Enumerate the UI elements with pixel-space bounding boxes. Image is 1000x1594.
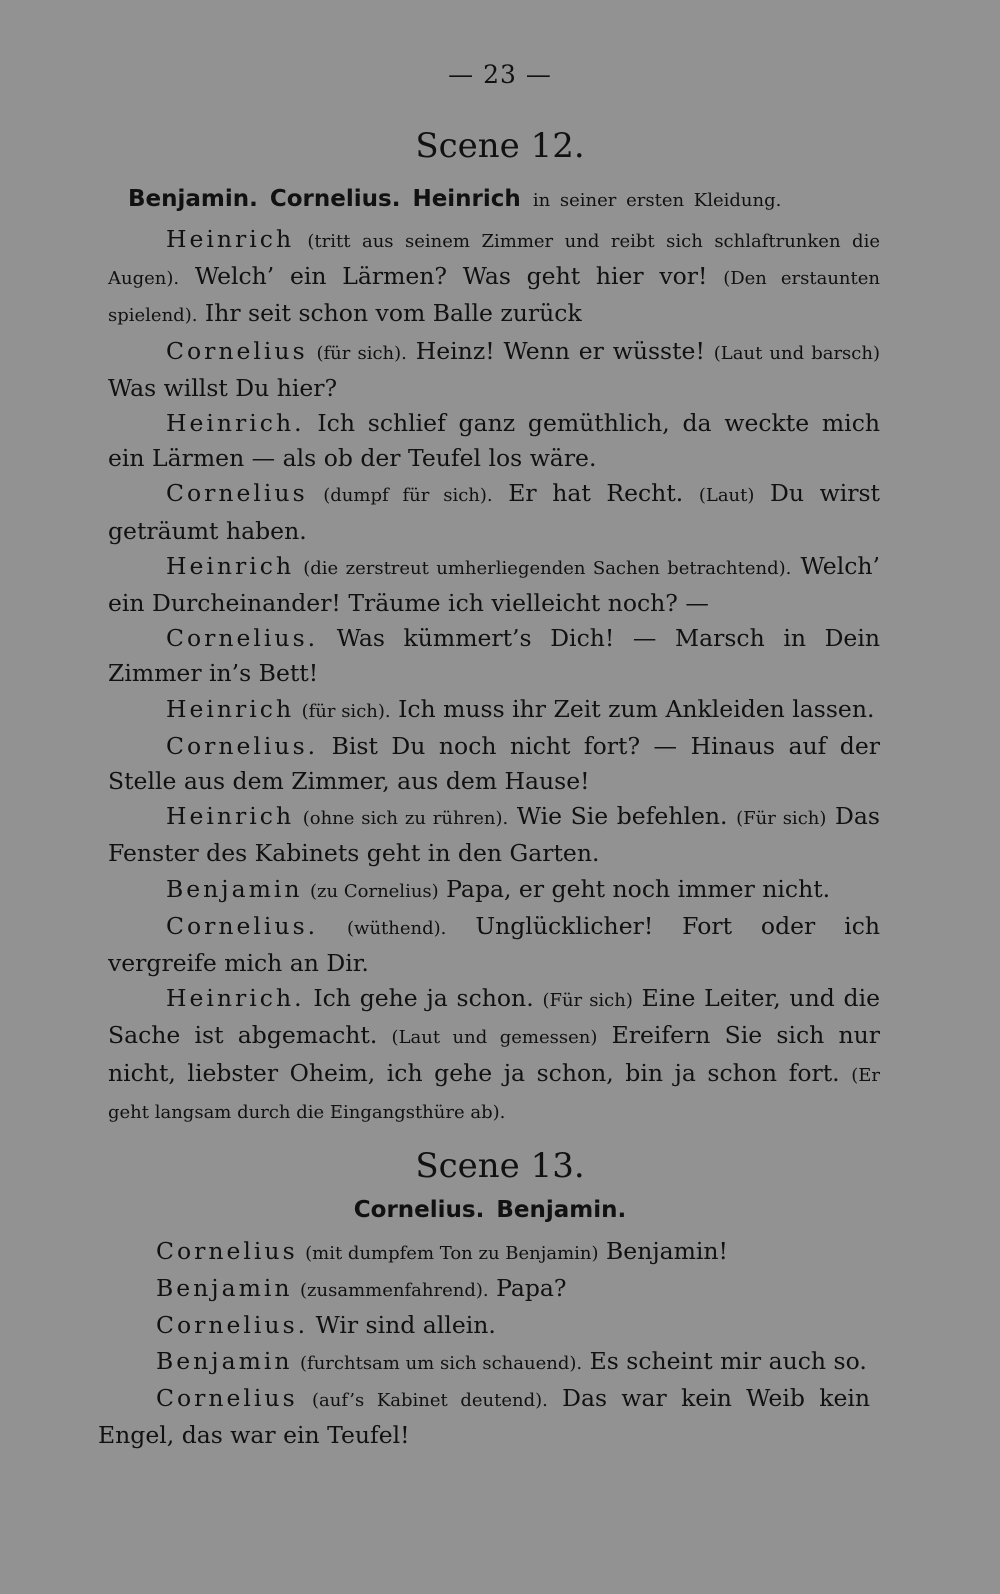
- speech: [98, 1271, 870, 1308]
- speech: [108, 621, 880, 691]
- scene-12-title: Scene 12.: [415, 126, 585, 166]
- spoken-text: Wie Sie befehlen.: [516, 802, 728, 831]
- stage-direction: (zusammenfahrend).: [300, 1280, 489, 1302]
- spoken-text: Das war kein Weib kein Engel, das war ein Teufel!: [98, 1383, 870, 1450]
- scene-13-title: Scene 13.: [415, 1146, 585, 1186]
- speech: [108, 729, 880, 799]
- speech: [108, 549, 880, 621]
- speaker-name: Heinrich: [166, 802, 295, 831]
- stage-direction: (Laut und barsch): [713, 342, 880, 364]
- stage-direction: (wüthend).: [347, 917, 447, 939]
- spoken-text: Unglücklicher! Fort oder ich vergreife mich an Dir.: [108, 911, 880, 978]
- spoken-text: Bist Du noch nicht fort? — Hinaus auf der Stelle aus dem Zimmer, aus dem Hause!: [108, 731, 880, 796]
- speech: [108, 872, 880, 909]
- speaker-name: Heinrich.: [166, 984, 305, 1013]
- spoken-text: Heinz! Wenn er wüsste!: [415, 336, 705, 365]
- speech: [98, 1234, 870, 1271]
- speech: [108, 406, 880, 476]
- stage-direction: (Er geht langsam durch die Eingangsthüre ab).: [108, 1064, 880, 1123]
- stage-direction: (Laut und gemessen): [391, 1027, 598, 1049]
- speech: [98, 1381, 870, 1453]
- speech: [108, 909, 880, 981]
- stage-direction: (für sich).: [301, 700, 391, 722]
- speaker-name: Cornelius.: [156, 1311, 309, 1340]
- scene-12-cast-note: in seiner ersten Kleidung.: [532, 190, 782, 211]
- spoken-text: Du wirst geträumt haben.: [108, 479, 880, 545]
- stage-direction: (Den erstaunten spielend).: [108, 268, 880, 327]
- stage-direction: (ohne sich zu rühren).: [302, 808, 509, 830]
- stage-direction: (furchtsam um sich schauend).: [300, 1352, 583, 1374]
- stage-direction: (dumpf für sich).: [323, 485, 493, 507]
- spoken-text: Er hat Recht.: [508, 479, 684, 508]
- spoken-text: Welch’ ein Durcheinander! Träume ich vielleicht noch? —: [108, 551, 880, 618]
- speaker-name: Heinrich.: [166, 409, 305, 438]
- speaker-name: Cornelius.: [166, 731, 319, 760]
- speech: [108, 692, 880, 729]
- page-number: — 23 —: [448, 60, 552, 89]
- speech: [108, 222, 880, 334]
- speaker-name: Benjamin: [166, 874, 303, 903]
- spoken-text: Ich gehe ja schon.: [313, 984, 534, 1013]
- speaker-name: Cornelius: [166, 336, 308, 365]
- speaker-name: Cornelius: [166, 479, 308, 508]
- stage-direction: (Laut): [698, 485, 755, 507]
- scene-13-cast: Cornelius. Benjamin.: [353, 1197, 627, 1223]
- spoken-text: Welch’ ein Lärmen? Was geht hier vor!: [194, 262, 708, 291]
- stage-direction: (tritt aus seinem Zimmer und reibt sich schlaftrunken die Augen).: [108, 231, 880, 290]
- scene-12-cast-names: Benjamin. Cornelius. Heinrich: [128, 186, 521, 212]
- speaker-name: Benjamin: [156, 1274, 293, 1303]
- speaker-name: Heinrich: [166, 694, 295, 723]
- spoken-text: Es scheint mir auch so.: [589, 1346, 867, 1375]
- speaker-name: Heinrich: [166, 225, 295, 253]
- speech: [98, 1344, 870, 1381]
- spoken-text: Ich schlief ganz gemüthlich, da weckte mich ein Lärmen — als ob der Teufel los wäre.: [108, 409, 880, 473]
- spoken-text: Eine Leiter, und die Sache ist abgemacht.: [108, 984, 880, 1050]
- speech: [108, 334, 880, 406]
- stage-direction: (zu Cornelius): [310, 880, 439, 902]
- speech: [108, 981, 880, 1130]
- spoken-text: Papa, er geht noch immer nicht.: [446, 874, 831, 903]
- stage-direction: (Für sich): [736, 808, 827, 830]
- speech: [98, 1308, 870, 1343]
- spoken-text: Ich muss ihr Zeit zum Ankleiden lassen.: [398, 694, 875, 723]
- spoken-text: Wir sind allein.: [315, 1311, 496, 1340]
- speaker-name: Heinrich: [166, 551, 295, 580]
- speaker-name: Cornelius.: [166, 624, 319, 653]
- spoken-text: Was willst Du hier?: [108, 373, 338, 402]
- stage-direction: (die zerstreut umherliegenden Sachen betrachtend).: [303, 557, 792, 579]
- scene-13-dialogue: [98, 1234, 870, 1453]
- speech: [108, 799, 880, 871]
- stage-direction: (Für sich): [542, 990, 633, 1012]
- stage-direction: (auf’s Kabinet deutend).: [311, 1389, 548, 1411]
- spoken-text: Ereifern Sie sich nur nicht, liebster Oheim, ich gehe ja schon, bin ja schon fort.: [108, 1021, 880, 1087]
- scene-12-cast: [128, 186, 868, 212]
- spoken-text: Ihr seit schon vom Balle zurück: [204, 299, 582, 328]
- speaker-name: Cornelius: [156, 1383, 298, 1412]
- spoken-text: Das Fenster des Kabinets geht in den Garten.: [108, 802, 880, 868]
- speaker-name: Benjamin: [156, 1346, 293, 1375]
- spoken-text: Papa?: [496, 1274, 567, 1303]
- speaker-name: Cornelius.: [166, 911, 319, 940]
- spoken-text: Benjamin!: [606, 1237, 729, 1265]
- speaker-name: Cornelius: [156, 1237, 298, 1265]
- stage-direction: (für sich).: [316, 342, 407, 364]
- speech: [108, 476, 880, 548]
- stage-direction: (mit dumpfem Ton zu Benjamin): [305, 1243, 599, 1264]
- spoken-text: Was kümmert’s Dich! — Marsch in Dein Zimmer in’s Bett!: [108, 624, 880, 688]
- scene-12-dialogue: [108, 222, 880, 1130]
